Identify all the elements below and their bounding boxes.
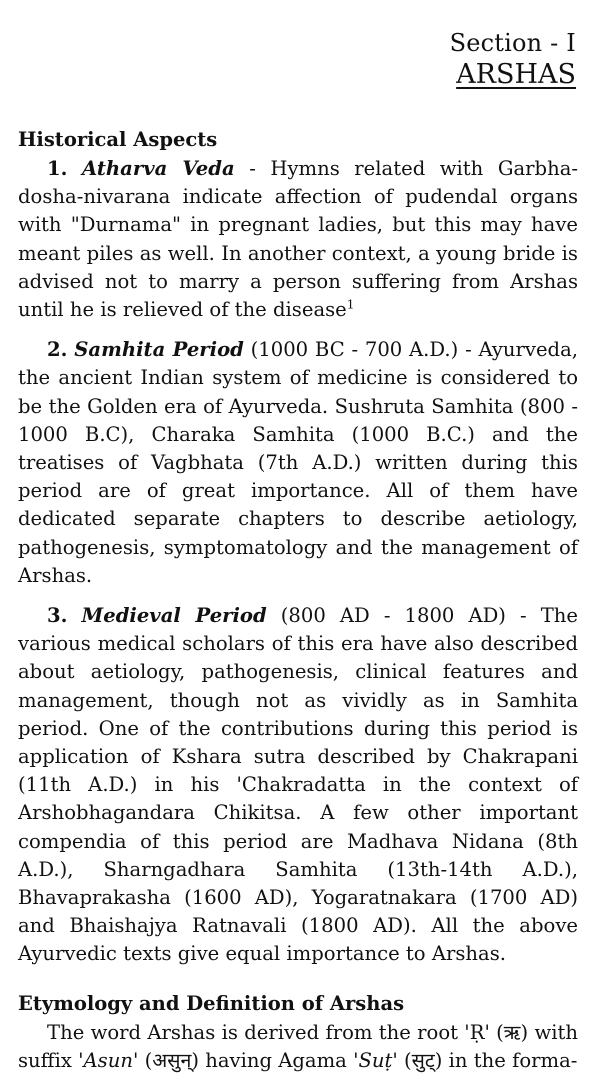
item-body: (800 AD - 1800 AD) - The various medical scholars of this era have also described about aetiology, pathogenesis, clinical features and management, though not as vividly as in Samhita period. One of the contributions during this period is application of Kshara sutra described by Chakrapani (11th A.D.) in his 'Chakradatta in the context of Arshobhagandara Chikitsa. A few other important compendia of this period are Madhava Nidana (8th A.D.), Sharngadhara Samhita (13th-14th A.D.), Bhavaprakasha (1600 AD), Yogaratnakara (1700 AD) and Bhaishajya Ratnavali (1800 AD). All the above Ayurvedic texts give equal importance to Arshas. bbox=[18, 604, 578, 966]
etymology-text: ' (ऋ) with suffix ' bbox=[18, 1020, 578, 1072]
footnote-marker: 1 bbox=[346, 297, 355, 312]
root-term: Ṛ bbox=[469, 1020, 485, 1044]
section-label: Section - I bbox=[449, 29, 576, 57]
item-body: - Hymns related with Garbha-dosha-nivarana indicate affection of pudendal organs with "Durnama" in pregnant ladies, but this may have meant piles as well. In another context, a young bride is advised not to marry a person suffering from Arshas until he is relieved of the disease bbox=[18, 157, 579, 322]
item-term: Atharva Veda bbox=[82, 157, 235, 180]
agama-term: Suṭ bbox=[358, 1048, 393, 1072]
paragraph-medieval-period bbox=[18, 602, 578, 969]
item-term: Medieval Period bbox=[81, 604, 267, 628]
paragraph-etymology bbox=[18, 1019, 578, 1075]
section-header bbox=[18, 28, 578, 91]
item-number: 3. bbox=[47, 604, 68, 628]
etymology-heading: Etymology and Definition of Arshas bbox=[18, 991, 405, 1015]
etymology-text: ' (सुट्) in the forma- bbox=[392, 1048, 578, 1072]
suffix-term: Asun bbox=[83, 1048, 133, 1072]
paragraph-atharva-veda bbox=[18, 155, 578, 324]
etymology-text: ' (असुन्) having Agama ' bbox=[132, 1048, 359, 1072]
item-body: (1000 BC - 700 A.D.) - Ayurveda, the ancient Indian system of medicine is considered to be the Golden era of Ayurveda. Sushruta Samhita (800 - 1000 B.C), Charaka Samhita (1000 B.C.) and the treatises of Vagbhata (7th A.D.) written during this period are of great importance. All of them have dedicated separate chapters to describe aetiology, pathogenesis, symptomatology and the management of Arshas. bbox=[18, 338, 579, 587]
paragraph-samhita-period bbox=[18, 336, 578, 590]
section-title: ARSHAS bbox=[456, 59, 576, 90]
etymology-text: The word Arshas is derived from the root ' bbox=[47, 1020, 470, 1044]
item-number: 2. bbox=[47, 338, 68, 362]
item-term: Samhita Period bbox=[74, 338, 244, 362]
item-number: 1. bbox=[47, 157, 68, 180]
historical-aspects-heading: Historical Aspects bbox=[18, 128, 218, 151]
